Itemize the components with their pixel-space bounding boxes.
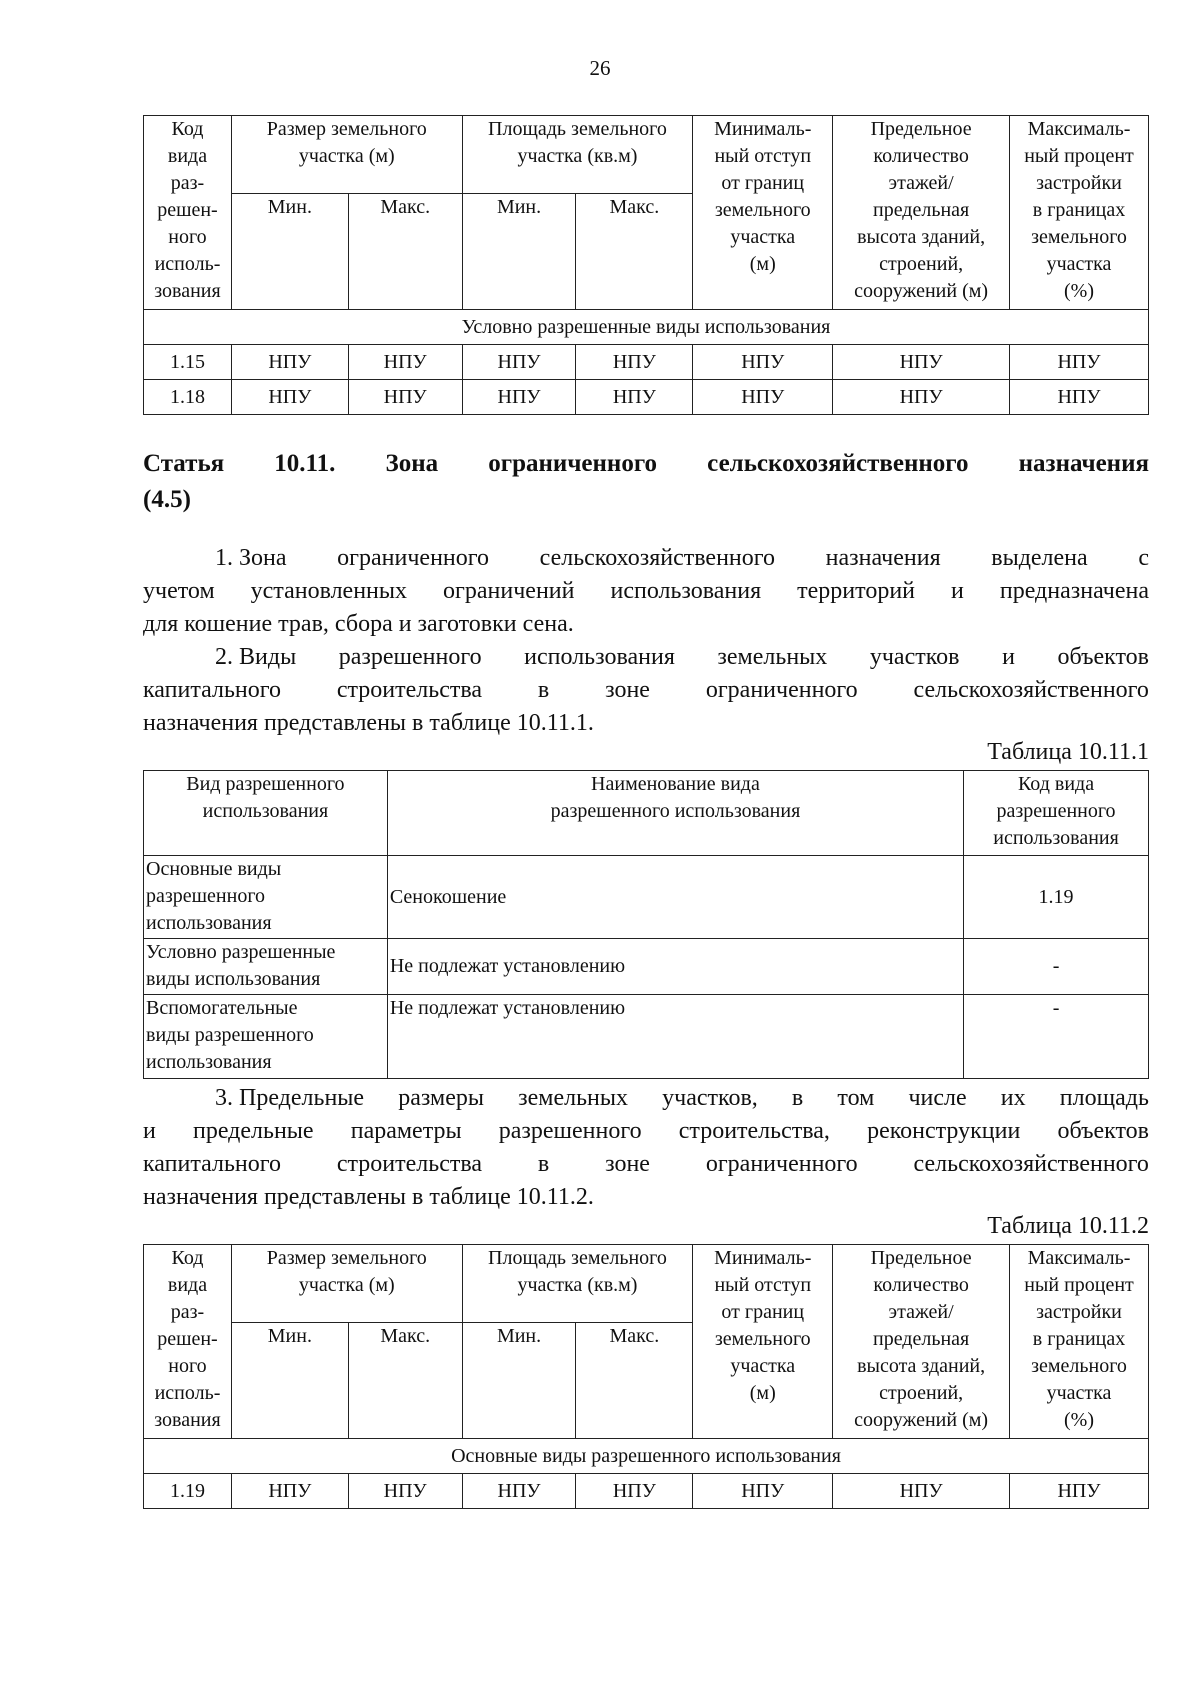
cell-line: ный процент (1024, 145, 1134, 167)
cell-line: зования (154, 280, 221, 302)
name-cell: Не подлежат установлению (387, 995, 963, 1079)
plot-area-header (462, 1245, 693, 1323)
kinds-table (143, 770, 1149, 1079)
cell-line: Вспомогательные (146, 997, 298, 1019)
cell-line: Вид разрешенного (186, 773, 345, 795)
word: в (791, 1085, 804, 1111)
cell-line: Предельное (870, 1247, 972, 1269)
word: зоне (605, 677, 650, 703)
word: 2. Виды (215, 644, 297, 670)
word: в (537, 677, 550, 703)
floors-header (833, 116, 1010, 310)
code-header (144, 1245, 232, 1439)
cell-line: (м) (749, 253, 776, 275)
cell-line: ного (168, 226, 207, 248)
cell-line: (%) (1064, 280, 1094, 302)
cell-line: застройки (1036, 172, 1122, 194)
word: площадь (1059, 1085, 1149, 1111)
value-cell: НПУ (833, 345, 1010, 380)
params-table-bottom (143, 1244, 1149, 1509)
word: земельных (717, 644, 828, 670)
word: зоне (605, 1151, 650, 1177)
plot-size-header (231, 1245, 462, 1323)
cell-line: сооружений (м) (854, 1409, 989, 1431)
word: строительства (336, 677, 483, 703)
value-cell: НПУ (833, 1474, 1010, 1509)
word: назначения (825, 545, 941, 571)
value-cell: НПУ (693, 1474, 833, 1509)
cell-line: Основные виды (146, 858, 282, 880)
cell-line: раз- (170, 1301, 205, 1323)
para-line: для кошение трав, сбора и заготовки сена. (143, 611, 574, 637)
word: строительства, (678, 1118, 830, 1144)
code-header (144, 116, 232, 310)
word: использования (524, 644, 675, 670)
value-cell: НПУ (833, 380, 1010, 415)
word: 1. Зона (215, 545, 287, 571)
cell-line: участка (1046, 1382, 1112, 1404)
table-row (144, 380, 1149, 415)
word: объектов (1057, 644, 1149, 670)
cell-line: Условно разрешенные (146, 941, 336, 963)
article-code: (4.5) (143, 486, 191, 513)
word: участков (869, 644, 960, 670)
max-header: Макс. (576, 194, 693, 310)
word: их (1000, 1085, 1026, 1111)
code-cell: 1.19 (964, 856, 1149, 939)
cell-line: (м) (749, 1382, 776, 1404)
cell-line: разрешенного (996, 800, 1116, 822)
para-line (143, 1148, 1149, 1181)
cell-line: земельного (1031, 226, 1127, 248)
value-cell: НПУ (693, 345, 833, 380)
section-row: Основные виды разрешенного использования (144, 1439, 1149, 1474)
para-line (143, 641, 1149, 674)
cell-line: участка (730, 226, 796, 248)
value-cell: НПУ (231, 345, 348, 380)
cell-line: участка (кв.м) (517, 1274, 638, 1296)
value-cell: НПУ (693, 380, 833, 415)
cell-line: виды разрешенного (146, 1024, 314, 1046)
cell-line: исполь- (154, 253, 221, 275)
cell-line: строений, (879, 253, 964, 275)
cell-line: высота зданий, (857, 1355, 986, 1377)
word: земельных (518, 1085, 628, 1111)
cell-line: Максималь- (1027, 1247, 1131, 1269)
min-offset-header (693, 116, 833, 310)
min-header: Мин. (462, 194, 576, 310)
word: с (1138, 545, 1149, 571)
cell-line: этажей/ (888, 1301, 954, 1323)
word: 3. Предельные (215, 1085, 365, 1111)
cell-line: Размер земельного (266, 118, 427, 140)
cell-line: ный отступ (714, 145, 812, 167)
word: объектов (1057, 1118, 1149, 1144)
cell-line: виды использования (146, 968, 321, 990)
word: ограниченного (337, 545, 489, 571)
cell-line: участка (кв.м) (517, 145, 638, 167)
cell-line: использования (146, 912, 272, 934)
word: капитального (143, 677, 281, 703)
table-caption: Таблица 10.11.2 (987, 1213, 1149, 1239)
min-header: Мин. (462, 1323, 576, 1439)
code-cell: 1.15 (144, 345, 232, 380)
cell-line: строений, (879, 1382, 964, 1404)
cell-line: Код (171, 118, 204, 140)
code-cell: 1.19 (144, 1474, 232, 1509)
cell-line: в границах (1032, 1328, 1126, 1350)
name-cell: Не подлежат установлению (387, 939, 963, 995)
code-cell: - (964, 995, 1149, 1079)
max-header: Макс. (348, 194, 462, 310)
word: и (1002, 644, 1015, 670)
cell-line: предельная (872, 199, 970, 221)
table-caption: Таблица 10.11.1 (987, 739, 1149, 765)
cell-line: Код вида (1017, 773, 1095, 795)
table-row (144, 1474, 1149, 1509)
value-cell: НПУ (348, 380, 462, 415)
cell-line: Максималь- (1027, 118, 1131, 140)
word: том (837, 1085, 875, 1111)
word: параметры (350, 1118, 462, 1144)
article-title: Статья 10.11. Зона ограниченного сельскохозяйственного назначения (143, 450, 1149, 477)
cell-line: земельного (714, 1328, 811, 1350)
cell-line: использования (202, 800, 329, 822)
max-header: Макс. (576, 1323, 693, 1439)
cell-line: количество (873, 145, 969, 167)
paragraph-3 (143, 1082, 1149, 1214)
plot-size-header (231, 116, 462, 194)
cell-line: разрешенного использования (550, 800, 801, 822)
value-cell: НПУ (1010, 345, 1149, 380)
value-cell: НПУ (462, 1474, 576, 1509)
word: размеры (398, 1085, 484, 1111)
cell-line: Площадь земельного (488, 1247, 667, 1269)
paragraph-2 (143, 641, 1149, 740)
cell-line: (%) (1064, 1409, 1094, 1431)
cell-line: ного (168, 1355, 207, 1377)
value-cell: НПУ (576, 345, 693, 380)
value-cell: НПУ (1010, 380, 1149, 415)
kind-cell (144, 856, 388, 939)
cell-line: количество (873, 1274, 969, 1296)
cell-line: участка (730, 1355, 796, 1377)
plot-area-header (462, 116, 693, 194)
max-header: Макс. (348, 1323, 462, 1439)
cell-line: Размер земельного (266, 1247, 427, 1269)
cell-line: предельная (872, 1328, 970, 1350)
cell-line: Минималь- (714, 118, 812, 140)
cell-line: участка (м) (298, 1274, 395, 1296)
code-header (964, 771, 1149, 856)
word: выделена (991, 545, 1088, 571)
word: ограниченного (705, 677, 858, 703)
kind-cell (144, 995, 388, 1079)
cell-line: решен- (157, 1328, 218, 1350)
code-cell: 1.18 (144, 380, 232, 415)
word: и (143, 1118, 156, 1144)
word: сельскохозяйственного (913, 677, 1149, 703)
word: участков, (662, 1085, 758, 1111)
cell-line: в границах (1032, 199, 1126, 221)
max-percent-header (1010, 116, 1149, 310)
cell-line: вида (167, 1274, 208, 1296)
cell-line: сооружений (м) (854, 280, 989, 302)
word: сельскохозяйственного (539, 545, 776, 571)
word: в (537, 1151, 550, 1177)
name-cell: Сенокошение (387, 856, 963, 939)
min-offset-header (693, 1245, 833, 1439)
value-cell: НПУ (348, 1474, 462, 1509)
value-cell: НПУ (462, 345, 576, 380)
cell-line: участка (1046, 253, 1112, 275)
word: предельные (192, 1118, 314, 1144)
para-line (143, 1115, 1149, 1148)
para-line: назначения представлены в таблице 10.11.1. (143, 710, 594, 736)
cell-line: использования (993, 827, 1119, 849)
kind-header (144, 771, 388, 856)
params-table-top (143, 115, 1149, 415)
para-line (143, 674, 1149, 707)
floors-header (833, 1245, 1010, 1439)
value-cell: НПУ (231, 380, 348, 415)
word: строительства (336, 1151, 483, 1177)
cell-line: Наименование вида (591, 773, 760, 795)
cell-line: участка (м) (298, 145, 395, 167)
cell-line: Код (171, 1247, 204, 1269)
page-number: 26 (589, 56, 611, 80)
cell-line: земельного (714, 199, 811, 221)
cell-line: ный процент (1024, 1274, 1134, 1296)
code-cell: - (964, 939, 1149, 995)
value-cell: НПУ (348, 345, 462, 380)
cell-line: земельного (1031, 1355, 1127, 1377)
cell-line: решен- (157, 199, 218, 221)
value-cell: НПУ (576, 380, 693, 415)
cell-line: Площадь земельного (488, 118, 667, 140)
cell-line: этажей/ (888, 172, 954, 194)
cell-line: ный отступ (714, 1274, 812, 1296)
cell-line: раз- (170, 172, 205, 194)
cell-line: вида (167, 145, 208, 167)
para-line (143, 1082, 1149, 1115)
para-line (143, 542, 1149, 575)
cell-line: Предельное (870, 118, 972, 140)
value-cell: НПУ (576, 1474, 693, 1509)
value-cell: НПУ (231, 1474, 348, 1509)
cell-line: высота зданий, (857, 226, 986, 248)
para-line: назначения представлены в таблице 10.11.2. (143, 1184, 594, 1210)
min-header: Мин. (231, 194, 348, 310)
cell-line: исполь- (154, 1382, 221, 1404)
word: разрешенного (338, 644, 482, 670)
value-cell: НПУ (1010, 1474, 1149, 1509)
word: числе (908, 1085, 967, 1111)
word: разрешенного (498, 1118, 642, 1144)
word: ограниченного (705, 1151, 858, 1177)
section-row: Условно разрешенные виды использования (144, 310, 1149, 345)
name-header (387, 771, 963, 856)
article-heading (143, 446, 1149, 518)
table-row (144, 345, 1149, 380)
word: капитального (143, 1151, 281, 1177)
cell-line: Минималь- (714, 1247, 812, 1269)
paragraph-1 (143, 542, 1149, 641)
kind-cell (144, 939, 388, 995)
cell-line: зования (154, 1409, 221, 1431)
cell-line: разрешенного (146, 885, 266, 907)
value-cell: НПУ (462, 380, 576, 415)
cell-line: от границ (721, 172, 805, 194)
cell-line: застройки (1036, 1301, 1122, 1323)
min-header: Мин. (231, 1323, 348, 1439)
para-line: учетом установленных ограничений использования территорий и предназначена (143, 578, 1149, 604)
max-percent-header (1010, 1245, 1149, 1439)
cell-line: от границ (721, 1301, 805, 1323)
cell-line: использования (146, 1051, 272, 1073)
word: сельскохозяйственного (913, 1151, 1149, 1177)
word: реконструкции (867, 1118, 1021, 1144)
